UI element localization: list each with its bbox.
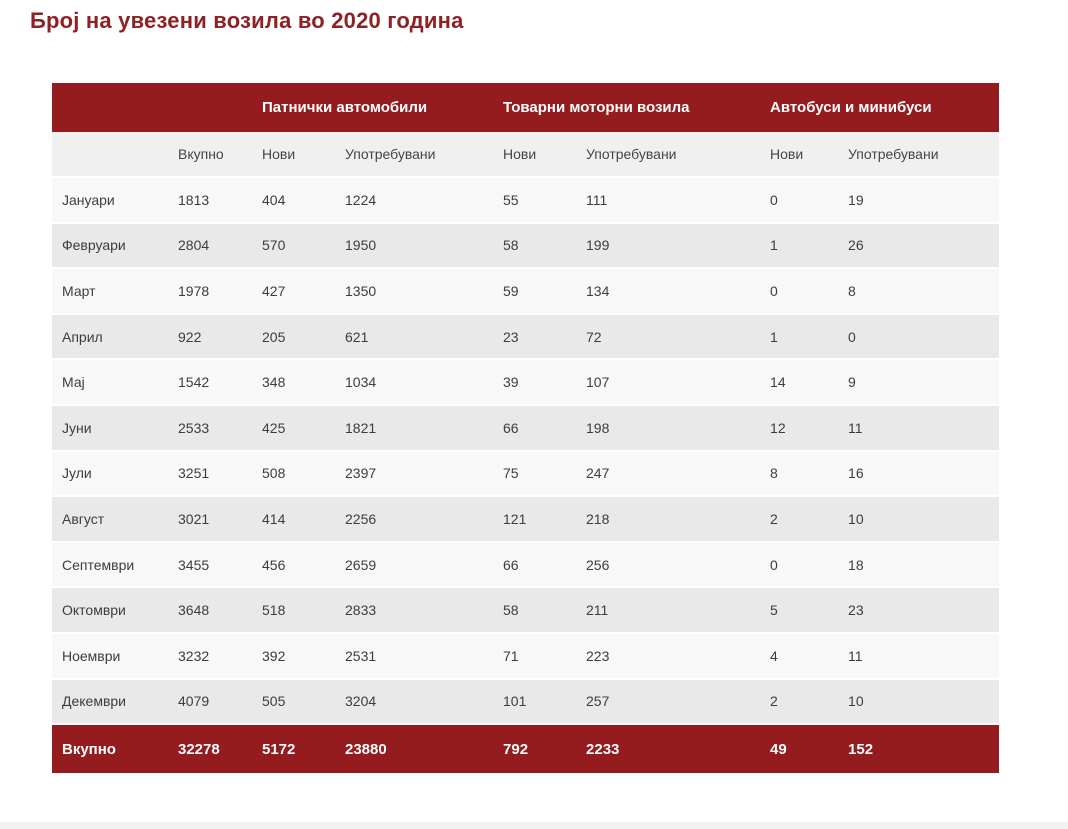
table-row <box>52 634 999 680</box>
value-cell: 4 <box>770 634 848 680</box>
table-body <box>52 178 999 725</box>
value-cell: 23 <box>503 315 586 361</box>
value-cell: 59 <box>503 269 586 315</box>
value-cell: 3021 <box>178 497 262 543</box>
value-cell: 505 <box>262 680 345 726</box>
month-cell: Мај <box>52 360 178 406</box>
value-cell: 1 <box>770 224 848 270</box>
value-cell: 55 <box>503 178 586 224</box>
month-cell: Март <box>52 269 178 315</box>
table-row <box>52 224 999 270</box>
table-row <box>52 497 999 543</box>
value-cell: 1224 <box>345 178 503 224</box>
value-cell: 218 <box>586 497 770 543</box>
value-cell: 8 <box>848 269 999 315</box>
value-cell: 199 <box>586 224 770 270</box>
value-cell: 26 <box>848 224 999 270</box>
value-cell: 10 <box>848 680 999 726</box>
value-cell: 1950 <box>345 224 503 270</box>
total-value-cell: 49 <box>770 725 848 773</box>
sub-header-total: Вкупно <box>178 132 262 178</box>
total-value-cell: 152 <box>848 725 999 773</box>
value-cell: 427 <box>262 269 345 315</box>
value-cell: 247 <box>586 452 770 498</box>
value-cell: 39 <box>503 360 586 406</box>
value-cell: 3648 <box>178 588 262 634</box>
value-cell: 111 <box>586 178 770 224</box>
table-row <box>52 360 999 406</box>
table-row <box>52 452 999 498</box>
value-cell: 8 <box>770 452 848 498</box>
sub-header-used-2: Употребувани <box>586 132 770 178</box>
value-cell: 1813 <box>178 178 262 224</box>
value-cell: 570 <box>262 224 345 270</box>
value-cell: 19 <box>848 178 999 224</box>
total-value-cell: 32278 <box>178 725 262 773</box>
value-cell: 518 <box>262 588 345 634</box>
value-cell: 922 <box>178 315 262 361</box>
value-cell: 72 <box>586 315 770 361</box>
total-value-cell: 2233 <box>586 725 770 773</box>
value-cell: 2833 <box>345 588 503 634</box>
value-cell: 58 <box>503 588 586 634</box>
total-value-cell: 5172 <box>262 725 345 773</box>
value-cell: 71 <box>503 634 586 680</box>
table-row <box>52 315 999 361</box>
value-cell: 14 <box>770 360 848 406</box>
imported-vehicles-table <box>52 83 999 773</box>
month-cell: Декември <box>52 680 178 726</box>
next-section-top-edge <box>0 822 1068 829</box>
value-cell: 198 <box>586 406 770 452</box>
value-cell: 2256 <box>345 497 503 543</box>
value-cell: 621 <box>345 315 503 361</box>
value-cell: 11 <box>848 406 999 452</box>
sub-header-new-3: Нови <box>770 132 848 178</box>
value-cell: 134 <box>586 269 770 315</box>
value-cell: 223 <box>586 634 770 680</box>
total-value-cell: 792 <box>503 725 586 773</box>
value-cell: 12 <box>770 406 848 452</box>
value-cell: 508 <box>262 452 345 498</box>
value-cell: 1821 <box>345 406 503 452</box>
value-cell: 3251 <box>178 452 262 498</box>
table-row <box>52 269 999 315</box>
value-cell: 205 <box>262 315 345 361</box>
value-cell: 2533 <box>178 406 262 452</box>
month-cell: Јули <box>52 452 178 498</box>
value-cell: 121 <box>503 497 586 543</box>
value-cell: 256 <box>586 543 770 589</box>
value-cell: 2397 <box>345 452 503 498</box>
value-cell: 66 <box>503 543 586 589</box>
value-cell: 414 <box>262 497 345 543</box>
table-row <box>52 588 999 634</box>
table-row <box>52 178 999 224</box>
table-row <box>52 406 999 452</box>
month-cell: Јануари <box>52 178 178 224</box>
value-cell: 1350 <box>345 269 503 315</box>
value-cell: 107 <box>586 360 770 406</box>
value-cell: 75 <box>503 452 586 498</box>
value-cell: 1978 <box>178 269 262 315</box>
month-cell: Јуни <box>52 406 178 452</box>
sub-header-new-1: Нови <box>262 132 345 178</box>
page-title: Број на увезени возила во 2020 година <box>30 8 464 33</box>
value-cell: 4079 <box>178 680 262 726</box>
table-group-header-row <box>52 83 999 132</box>
value-cell: 0 <box>770 269 848 315</box>
month-cell: Февруари <box>52 224 178 270</box>
value-cell: 5 <box>770 588 848 634</box>
value-cell: 3455 <box>178 543 262 589</box>
month-cell: Ноември <box>52 634 178 680</box>
group-header-passenger-cars: Патнички автомобили <box>262 83 503 132</box>
month-cell: Август <box>52 497 178 543</box>
value-cell: 2804 <box>178 224 262 270</box>
value-cell: 9 <box>848 360 999 406</box>
value-cell: 2 <box>770 680 848 726</box>
sub-header-new-2: Нови <box>503 132 586 178</box>
group-header-cargo-vehicles: Товарни моторни возила <box>503 83 770 132</box>
value-cell: 404 <box>262 178 345 224</box>
value-cell: 1034 <box>345 360 503 406</box>
value-cell: 0 <box>848 315 999 361</box>
total-value-cell: 23880 <box>345 725 503 773</box>
value-cell: 456 <box>262 543 345 589</box>
table-sub-header-row <box>52 132 999 178</box>
group-header-buses: Автобуси и минибуси <box>770 83 999 132</box>
value-cell: 2 <box>770 497 848 543</box>
month-cell: Април <box>52 315 178 361</box>
value-cell: 1 <box>770 315 848 361</box>
value-cell: 66 <box>503 406 586 452</box>
value-cell: 392 <box>262 634 345 680</box>
value-cell: 348 <box>262 360 345 406</box>
value-cell: 11 <box>848 634 999 680</box>
value-cell: 101 <box>503 680 586 726</box>
value-cell: 425 <box>262 406 345 452</box>
month-cell: Октомври <box>52 588 178 634</box>
month-cell: Септември <box>52 543 178 589</box>
value-cell: 257 <box>586 680 770 726</box>
sub-header-used-1: Употребувани <box>345 132 503 178</box>
table-total-row <box>52 725 999 773</box>
table-row <box>52 543 999 589</box>
sub-header-used-3: Употребувани <box>848 132 999 178</box>
value-cell: 2659 <box>345 543 503 589</box>
value-cell: 23 <box>848 588 999 634</box>
value-cell: 1542 <box>178 360 262 406</box>
value-cell: 10 <box>848 497 999 543</box>
value-cell: 3232 <box>178 634 262 680</box>
value-cell: 211 <box>586 588 770 634</box>
value-cell: 3204 <box>345 680 503 726</box>
sub-header-empty <box>52 132 178 178</box>
value-cell: 0 <box>770 543 848 589</box>
value-cell: 58 <box>503 224 586 270</box>
group-header-empty <box>52 83 262 132</box>
value-cell: 16 <box>848 452 999 498</box>
total-row-label: Вкупно <box>52 725 178 773</box>
value-cell: 0 <box>770 178 848 224</box>
value-cell: 18 <box>848 543 999 589</box>
value-cell: 2531 <box>345 634 503 680</box>
table-row <box>52 680 999 726</box>
